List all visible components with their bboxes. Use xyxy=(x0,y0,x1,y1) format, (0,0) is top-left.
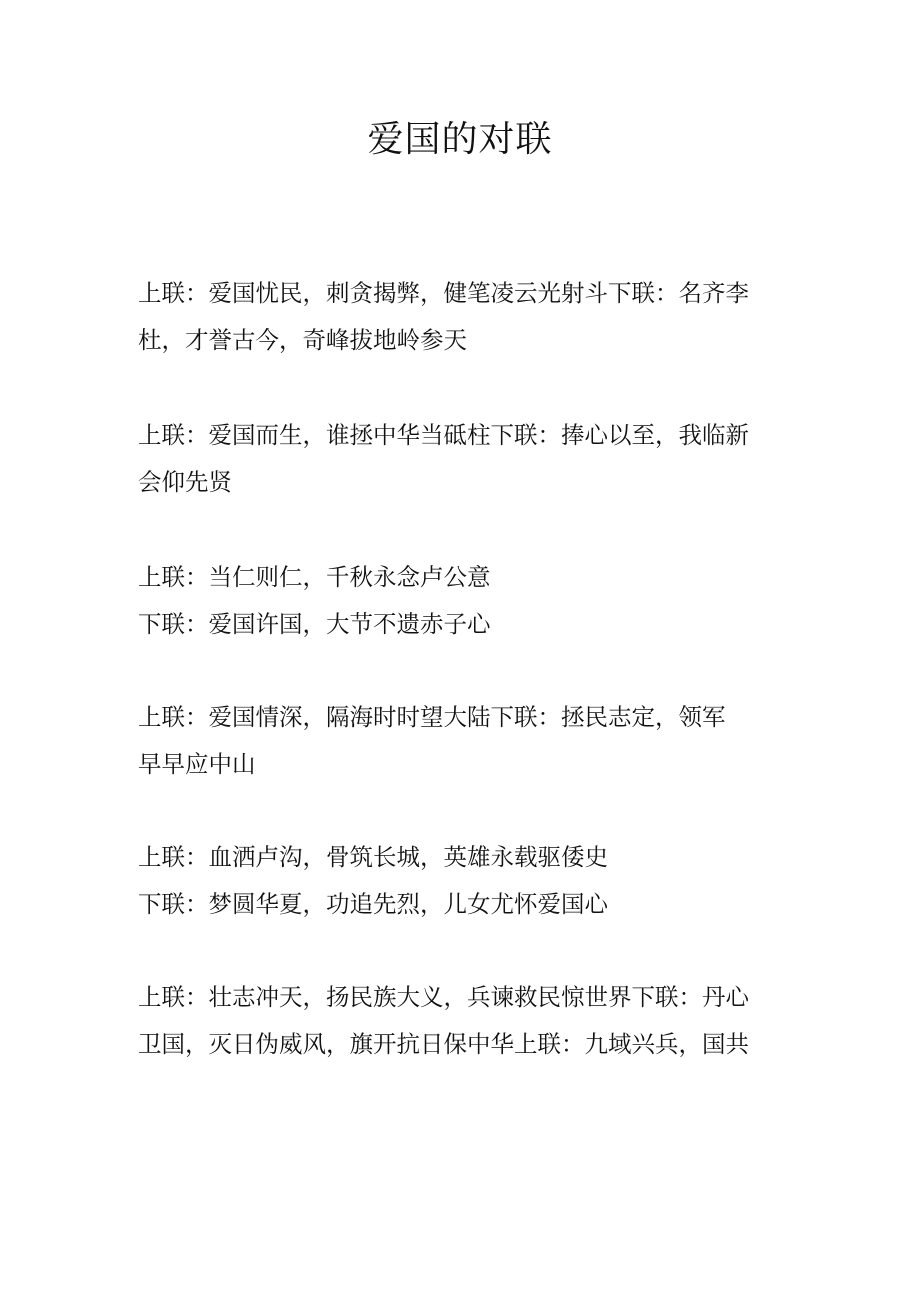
couplet-block xyxy=(138,834,786,928)
text-line: 上联：血洒卢沟，骨筑长城，英雄永载驱倭史 xyxy=(138,843,608,871)
text-line: 杜，才誉古今，奇峰拔地岭参天 xyxy=(138,326,467,354)
couplet-block xyxy=(138,270,786,364)
text-line: 上联：爱国忧民，刺贪揭弊，健笔凌云光射斗下联：名齐李 xyxy=(138,279,749,307)
text-line: 上联：爱国而生，谁拯中华当砥柱下联：捧心以至，我临新 xyxy=(138,421,749,449)
couplet-block xyxy=(138,554,786,648)
text-line: 下联：爱国许国，大节不遗赤子心 xyxy=(138,610,491,638)
couplet-block xyxy=(138,694,786,788)
document-body xyxy=(138,270,786,1068)
text-line: 早早应中山 xyxy=(138,750,256,778)
text-line: 上联：壮志冲天，扬民族大义，兵谏救民惊世界下联：丹心 xyxy=(138,983,749,1011)
text-line: 下联：梦圆华夏，功追先烈，儿女尤怀爱国心 xyxy=(138,890,608,918)
document-title: 爱国的对联 xyxy=(367,119,553,160)
text-line: 上联：当仁则仁，千秋永念卢公意 xyxy=(138,563,491,591)
text-line: 上联：爱国情深，隔海时时望大陆下联：拯民志定，领军 xyxy=(138,703,726,731)
text-line: 会仰先贤 xyxy=(138,468,232,496)
couplet-block xyxy=(138,412,786,506)
couplet-block xyxy=(138,974,786,1068)
text-line: 卫国，灭日伪威风，旗开抗日保中华上联：九域兴兵，国共 xyxy=(138,1030,749,1058)
